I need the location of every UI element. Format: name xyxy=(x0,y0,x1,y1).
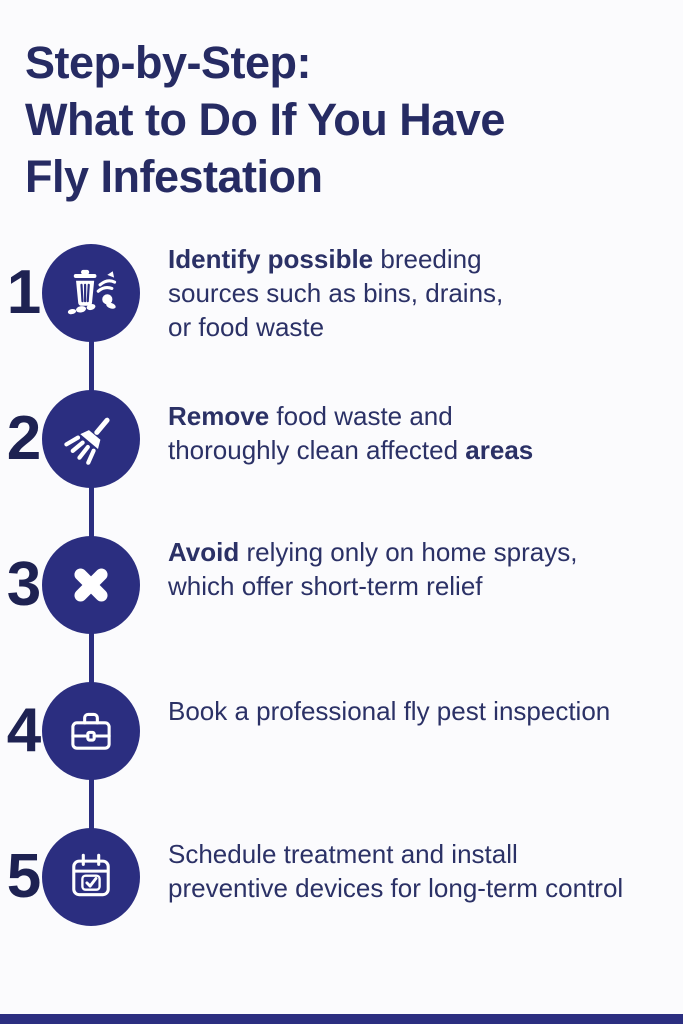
step-text-line: thoroughly clean affected areas xyxy=(168,435,534,465)
step-text-line: or food waste xyxy=(168,312,325,342)
calendar-check-icon xyxy=(62,848,120,906)
step-text-line: Identify possible breeding xyxy=(168,244,482,274)
step-text xyxy=(168,694,610,728)
page-title xyxy=(25,34,505,205)
step-text-line: Remove food waste and xyxy=(168,401,453,431)
steps-list xyxy=(0,220,683,950)
footer-bar xyxy=(0,1014,683,1024)
step-text-line: Avoid relying only on home sprays, xyxy=(168,537,578,567)
step-number: 4 xyxy=(6,696,42,765)
title-line-1: Step-by-Step: xyxy=(25,37,311,88)
step-number: 2 xyxy=(6,404,42,473)
step-text-line: Book a professional fly pest inspection xyxy=(168,696,611,726)
briefcase-icon xyxy=(62,702,120,760)
step-icon-circle xyxy=(42,390,140,488)
step-row xyxy=(0,220,683,366)
step-text-line: sources such as bins, drains, xyxy=(168,278,504,308)
step-text-line: preventive devices for long-term control xyxy=(168,873,624,903)
step-row xyxy=(0,804,683,950)
step-text xyxy=(168,837,623,905)
step-text-line: which offer short-term relief xyxy=(168,571,483,601)
step-row xyxy=(0,658,683,804)
cross-icon xyxy=(62,556,120,614)
step-number: 3 xyxy=(6,550,42,619)
title-line-2: What to Do If You Have xyxy=(25,94,505,145)
step-text xyxy=(168,242,503,344)
step-number: 5 xyxy=(6,842,42,911)
step-text xyxy=(168,535,577,603)
step-text xyxy=(168,399,533,467)
title-line-3: Fly Infestation xyxy=(25,151,323,202)
step-icon-circle xyxy=(42,828,140,926)
step-row xyxy=(0,512,683,658)
step-icon-circle xyxy=(42,244,140,342)
step-number: 1 xyxy=(6,258,42,327)
step-icon-circle xyxy=(42,682,140,780)
step-row xyxy=(0,366,683,512)
step-text-line: Schedule treatment and install xyxy=(168,839,518,869)
broom-icon xyxy=(62,410,120,468)
trash-waste-icon xyxy=(62,264,120,322)
step-icon-circle xyxy=(42,536,140,634)
